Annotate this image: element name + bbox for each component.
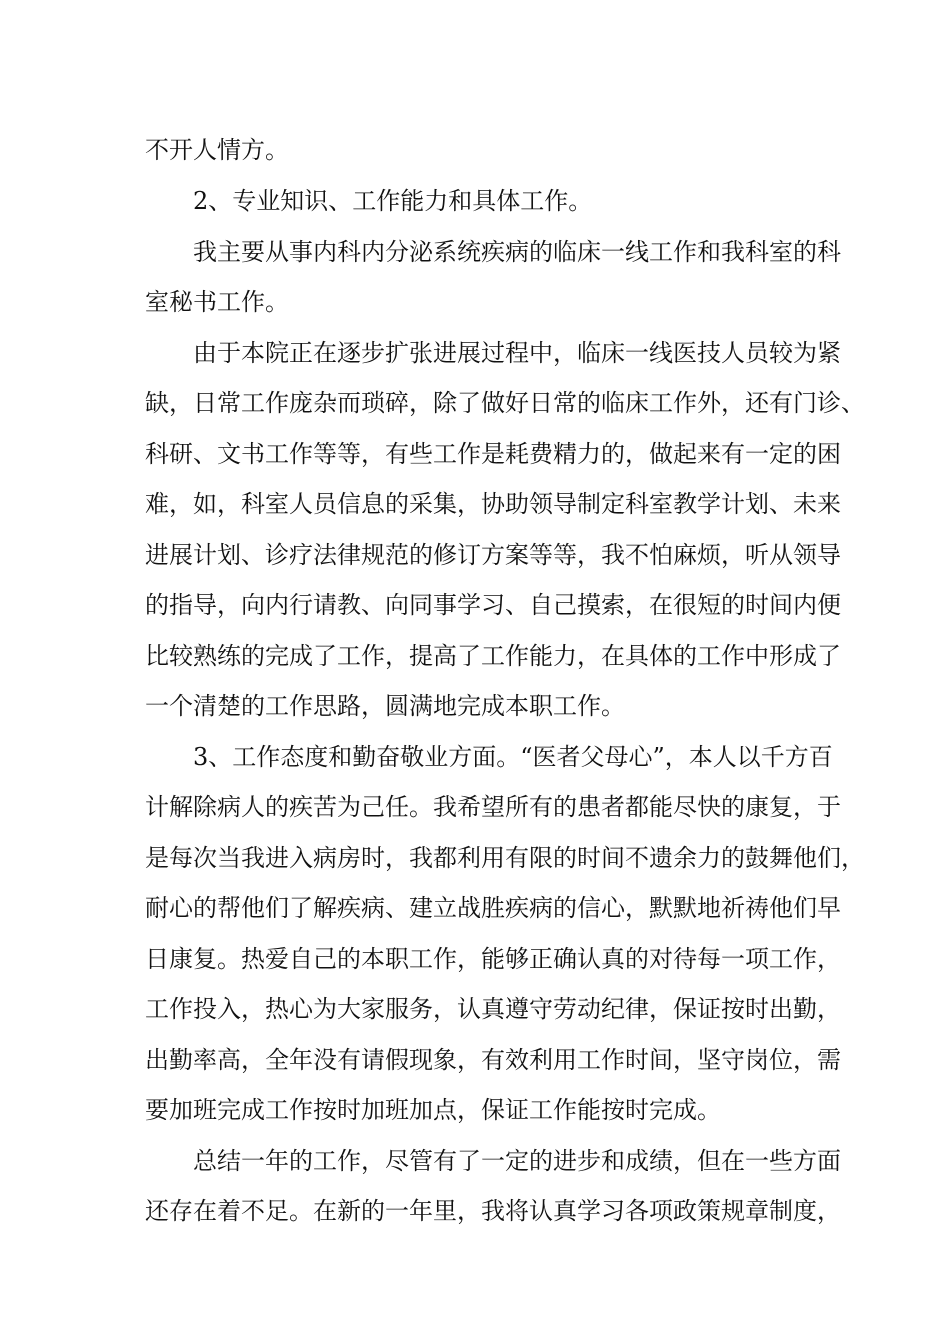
paragraph-line: 由于本院正在逐步扩张进展过程中，临床一线医技人员较为紧 — [193, 339, 841, 367]
paragraph-line: 缺，日常工作庞杂而琐碎，除了做好日常的临床工作外，还有门诊、 — [145, 389, 865, 417]
paragraph-line: 进展计划、诊疗法律规范的修订方案等等，我不怕麻烦，听从领导 — [145, 541, 841, 569]
paragraph-line: 难，如，科室人员信息的采集，协助领导制定科室教学计划、未来 — [145, 490, 841, 518]
paragraph-line: 日康复。热爱自己的本职工作，能够正确认真的对待每一项工作， — [145, 945, 841, 973]
paragraph-line: 科研、文书工作等等，有些工作是耗费精力的，做起来有一定的困 — [145, 440, 841, 468]
paragraph-heading: 3、工作态度和勤奋敬业方面。“医者父母心”，本人以千方百 — [193, 743, 833, 771]
paragraph-line: 的指导，向内行请教、向同事学习、自己摸索，在很短的时间内便 — [145, 591, 841, 619]
paragraph-line: 总结一年的工作，尽管有了一定的进步和成绩，但在一些方面 — [193, 1147, 841, 1175]
paragraph-line: 比较熟练的完成了工作，提高了工作能力，在具体的工作中形成了 — [145, 642, 841, 670]
paragraph-line: 一个清楚的工作思路，圆满地完成本职工作。 — [145, 692, 625, 720]
paragraph-line: 计解除病人的疾苦为己任。我希望所有的患者都能尽快的康复，于 — [145, 793, 841, 821]
paragraph-line: 室秘书工作。 — [145, 288, 289, 316]
paragraph-line: 工作投入，热心为大家服务，认真遵守劳动纪律，保证按时出勤， — [145, 995, 841, 1023]
paragraph-line: 还存在着不足。在新的一年里，我将认真学习各项政策规章制度， — [145, 1197, 841, 1225]
paragraph-line: 是每次当我进入病房时，我都利用有限的时间不遗余力的鼓舞他们， — [145, 844, 865, 872]
paragraph-line: 出勤率高，全年没有请假现象，有效利用工作时间，坚守岗位，需 — [145, 1046, 841, 1074]
text-line: 不开人情方。 — [145, 136, 289, 164]
paragraph-line: 我主要从事内科内分泌系统疾病的临床一线工作和我科室的科 — [193, 238, 841, 266]
paragraph-line: 耐心的帮他们了解疾病、建立战胜疾病的信心，默默地祈祷他们早 — [145, 894, 841, 922]
paragraph-line: 要加班完成工作按时加班加点，保证工作能按时完成。 — [145, 1096, 721, 1124]
paragraph-heading: 2、专业知识、工作能力和具体工作。 — [193, 187, 593, 215]
